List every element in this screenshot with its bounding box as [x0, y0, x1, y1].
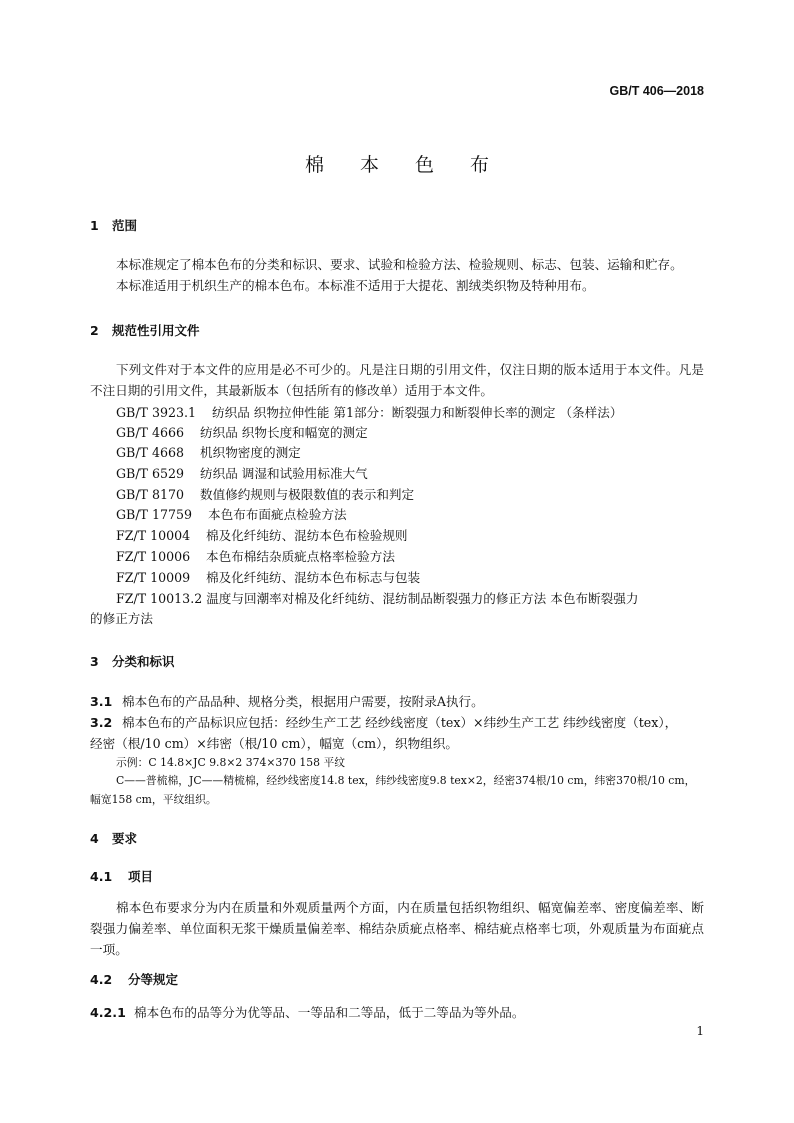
paragraph: 本标准适用于机织生产的棉本色布。本标准不适用于大提花、割绒类织物及特种用布。 — [116, 278, 595, 293]
reference-title: 纺织品 织物拉伸性能 第1部分：断裂强力和断裂伸长率的测定 （条样法） — [212, 405, 623, 420]
clause-number: 3.1 — [90, 694, 113, 709]
reference-code: GB/T 4668 — [116, 445, 185, 460]
reference-code: FZ/T 10009 — [116, 570, 191, 585]
subsection-4-2-heading — [90, 970, 178, 988]
clause-text: 棉本色布的产品品种、规格分类，根据用户需要，按附录A执行。 — [122, 694, 484, 709]
section-number: 1 — [90, 218, 99, 233]
reference-title: 数值修约规则与极限数值的表示和判定 — [200, 487, 415, 502]
paragraph: 本标准规定了棉本色布的分类和标识、要求、试验和检验方法、检验规则、标志、包装、运输和贮存。 — [116, 257, 683, 272]
clause-3-1 — [90, 691, 484, 710]
standard-number: GB/T 406—2018 — [609, 84, 704, 98]
reference-title: 棉及化纤纯纺、混纺本色布标志与包装 — [206, 570, 421, 585]
reference-code: FZ/T 10006 — [116, 549, 191, 564]
reference-item-continuation: 的修正方法 — [90, 611, 153, 626]
clause-continuation: 经密（根/10 cm）×纬密（根/10 cm），幅宽（cm），织物组织。 — [90, 736, 458, 751]
reference-code: GB/T 3923.1 — [116, 405, 197, 420]
section-1-heading — [90, 216, 137, 234]
section-number: 3 — [90, 654, 99, 669]
example-note: C——普梳棉，JC——精梳棉，经纱线密度14.8 tex，纬纱线密度9.8 tex×2，经密374根/10 cm，纬密370根/10 cm，幅宽158 cm，平纹组织。 — [90, 774, 696, 806]
section-title: 范围 — [112, 218, 138, 233]
section-number: 2 — [90, 323, 99, 338]
section-2-heading — [90, 321, 200, 339]
clause-4-2-1 — [90, 1002, 524, 1021]
reference-item — [116, 442, 301, 461]
subsection-number: 4.2 — [90, 972, 113, 987]
reference-code: FZ/T 10004 — [116, 528, 191, 543]
clause-number: 4.2.1 — [90, 1005, 126, 1020]
reference-item — [116, 567, 420, 586]
reference-title: 纺织品 调湿和试验用标准大气 — [200, 466, 368, 481]
reference-item — [116, 484, 414, 503]
reference-item-multiline: FZ/T 10013.2 温度与回潮率对棉及化纤纯纺、混纺制品断裂强力的修正方法 本色布断裂强力 — [116, 591, 639, 606]
reference-item — [116, 463, 368, 482]
clause-number: 3.2 — [90, 715, 113, 730]
reference-item — [116, 546, 395, 565]
reference-title: 纺织品 织物长度和幅宽的测定 — [200, 425, 368, 440]
section-title: 规范性引用文件 — [112, 323, 200, 338]
section-title: 要求 — [112, 831, 138, 846]
section-title: 分类和标识 — [112, 654, 175, 669]
subsection-4-1-heading — [90, 867, 153, 885]
reference-code: GB/T 17759 — [116, 507, 193, 522]
reference-item — [116, 525, 408, 544]
section-3-heading — [90, 652, 175, 670]
paragraph: 下列文件对于本文件的应用是必不可少的。凡是注日期的引用文件，仅注日期的版本适用于本文件。凡是不注日期的引用文件，其最新版本（包括所有的修改单）适用于本文件。 — [90, 362, 704, 398]
reference-title: 机织物密度的测定 — [200, 445, 301, 460]
reference-item — [116, 422, 368, 441]
reference-code: GB/T 8170 — [116, 487, 185, 502]
reference-code: GB/T 6529 — [116, 466, 185, 481]
subsection-title: 项目 — [128, 869, 154, 884]
reference-item — [116, 402, 622, 421]
page-number: 1 — [696, 1024, 704, 1038]
subsection-number: 4.1 — [90, 869, 113, 884]
paragraph: 棉本色布要求分为内在质量和外观质量两个方面，内在质量包括织物组织、幅宽偏差率、密度偏差率、断裂强力偏差率、单位面积无浆干燥质量偏差率、棉结杂质疵点格率、棉结疵点格率七项，外观质量为布面疵点一项。 — [90, 900, 704, 957]
reference-code: GB/T 4666 — [116, 425, 185, 440]
section-number: 4 — [90, 831, 99, 846]
reference-title: 棉及化纤纯纺、混纺本色布检验规则 — [206, 528, 408, 543]
example-line: 示例：C 14.8×JC 9.8×2 374×370 158 平纹 — [116, 756, 346, 769]
clause-text: 棉本色布的产品标识应包括：经纱生产工艺 经纱线密度（tex）×纬纱生产工艺 纬纱线密度（tex）， — [122, 715, 678, 730]
clause-text: 棉本色布的品等分为优等品、一等品和二等品，低于二等品为等外品。 — [134, 1005, 525, 1020]
subsection-title: 分等规定 — [128, 972, 179, 987]
reference-title: 本色布棉结杂质疵点格率检验方法 — [206, 549, 395, 564]
section-4-heading — [90, 829, 137, 847]
reference-title: 本色布布面疵点检验方法 — [208, 507, 347, 522]
reference-item — [116, 504, 347, 523]
clause-3-2 — [90, 712, 677, 731]
document-title: 棉 本 色 布 — [304, 154, 505, 176]
